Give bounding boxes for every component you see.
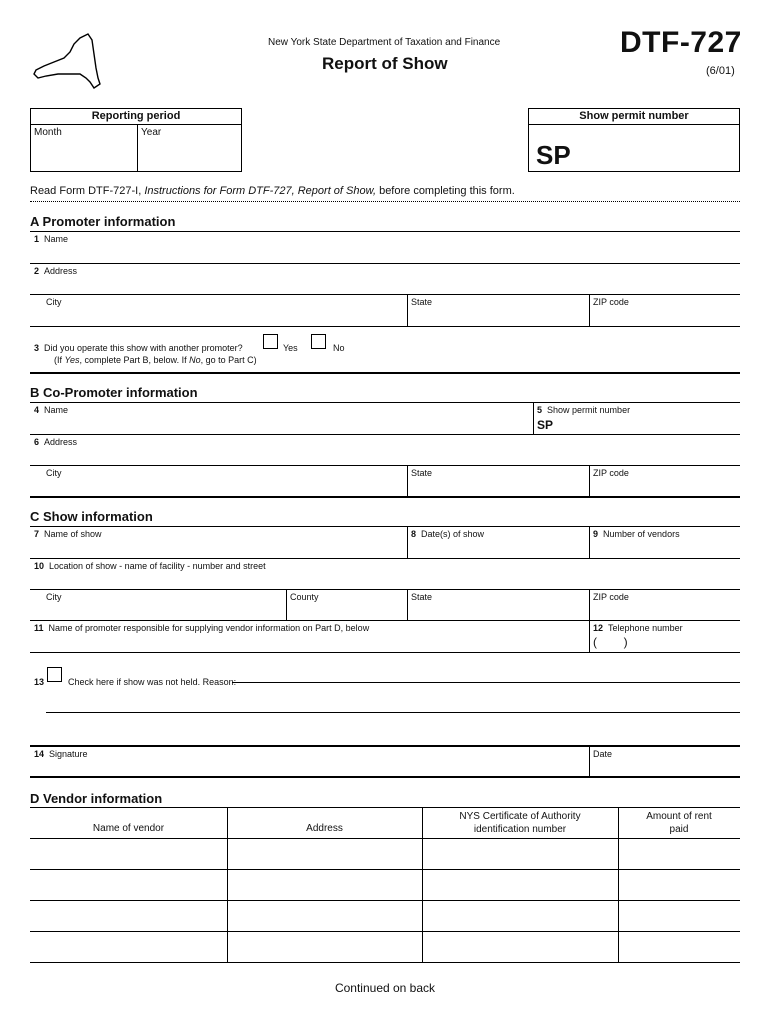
instructions-text [30,185,515,197]
field-3-label: Did you operate this show with another promoter? [44,343,243,353]
field-2-number: 2 [34,266,40,276]
field-8-number: 8 [411,529,417,539]
c-city-field[interactable]: City [46,592,62,602]
note-no: No [189,355,201,365]
signature-date-field[interactable]: Date [593,749,613,759]
field-5-number: 5 [537,405,543,415]
field-9-label: Number of vendors [603,529,680,539]
section-d-title: D Vendor information [30,791,163,806]
field-4-label: Name [44,405,69,415]
form-revision: (6/01) [706,65,735,77]
field-3-number: 3 [34,343,40,353]
year-field[interactable]: Year [141,127,162,138]
field-14-label: Signature [49,749,88,759]
field-10-label: Location of show - name of facility - number and street [49,561,266,571]
instructions-post: before completing this form. [376,185,515,197]
field-1-number: 1 [34,234,40,244]
field-12-label: Telephone number [608,623,683,633]
field-9-number: 9 [593,529,599,539]
yes-label: Yes [283,343,298,353]
field-3-question [34,343,243,353]
field-10-number: 10 [34,561,45,571]
field-5-label: Show permit number [547,405,631,415]
no-checkbox[interactable] [311,334,326,349]
field-6-number: 6 [34,437,40,447]
show-permit-heading: Show permit number [579,110,689,122]
instructions-italic: Instructions for Form DTF-727, Report of Show, [144,185,377,197]
a-zip-field[interactable]: ZIP code [593,297,629,307]
field-4-number: 4 [34,405,40,415]
form-title: Report of Show [322,54,448,73]
form-number: DTF-727 [620,26,742,59]
note-part-2: , complete Part B, below. If [79,355,190,365]
field-7-show-name[interactable] [34,529,102,539]
note-part-3: , go to Part C) [200,355,257,365]
b-city-field[interactable]: City [46,468,62,478]
section-b-title: B Co-Promoter information [30,385,198,400]
c-state-field[interactable]: State [411,592,433,602]
field-6-address[interactable] [34,437,77,447]
vendor-row[interactable] [30,931,740,932]
field-11-number: 11 [34,623,44,633]
field-14-signature[interactable] [34,749,88,759]
field-9-vendors[interactable] [593,529,680,539]
vendor-row[interactable] [30,869,740,870]
continued-on-back: Continued on back [334,981,436,995]
note-part-1: (If [54,355,65,365]
field-12-telephone[interactable] [593,623,683,633]
month-field[interactable]: Month [34,127,62,138]
co-promoter-permit-prefix: SP [537,418,554,432]
a-state-field[interactable]: State [411,297,433,307]
section-c-title: C Show information [30,509,153,524]
field-8-dates[interactable] [411,529,484,539]
c-county-field[interactable]: County [290,592,319,602]
col-vendor-name: Name of vendor [92,823,165,834]
instructions-pre: Read Form DTF-727-I, [30,185,145,197]
vendor-row[interactable] [30,900,740,901]
field-4-name[interactable] [34,405,68,415]
field-8-label: Date(s) of show [421,529,485,539]
new-york-state-map-icon [30,28,102,90]
a-city-field[interactable]: City [46,297,62,307]
field-6-label: Address [44,437,78,447]
b-zip-field[interactable]: ZIP code [593,468,629,478]
col-certificate-id: NYS Certificate of Authority identification number [459,811,581,835]
field-11-label: Name of promoter responsible for supplying vendor information on Part D, below [48,623,370,633]
field-7-label: Name of show [44,529,102,539]
yes-checkbox[interactable] [263,334,278,349]
field-3-note [54,355,257,365]
field-13-label: Check here if show was not held. Reason: [68,677,237,687]
show-not-held-checkbox[interactable] [47,667,62,682]
field-5-permit[interactable] [537,405,630,415]
field-1-name[interactable] [34,234,68,244]
field-2-address[interactable] [34,266,77,276]
telephone-area-code: ( ) [593,635,628,649]
c-zip-field[interactable]: ZIP code [593,592,629,602]
field-1-label: Name [44,234,69,244]
field-13-num: 13 [34,677,45,687]
reporting-period-heading: Reporting period [91,110,181,122]
field-2-label: Address [44,266,78,276]
field-11-responsible-promoter[interactable] [34,623,369,633]
section-a-title: A Promoter information [30,214,176,229]
field-7-number: 7 [34,529,40,539]
field-12-number: 12 [593,623,604,633]
field-14-number: 14 [34,749,45,759]
field-13-number [34,677,44,687]
vendor-row[interactable] [30,962,740,963]
b-state-field[interactable]: State [411,468,433,478]
show-permit-field[interactable]: SP [536,140,571,170]
department-name: New York State Department of Taxation and Finance [268,37,501,48]
note-yes: Yes [64,355,80,365]
no-label: No [333,343,345,353]
col-rent-paid: Amount of rent paid [646,811,712,835]
field-10-location[interactable] [34,561,266,571]
col-address: Address [306,823,343,834]
